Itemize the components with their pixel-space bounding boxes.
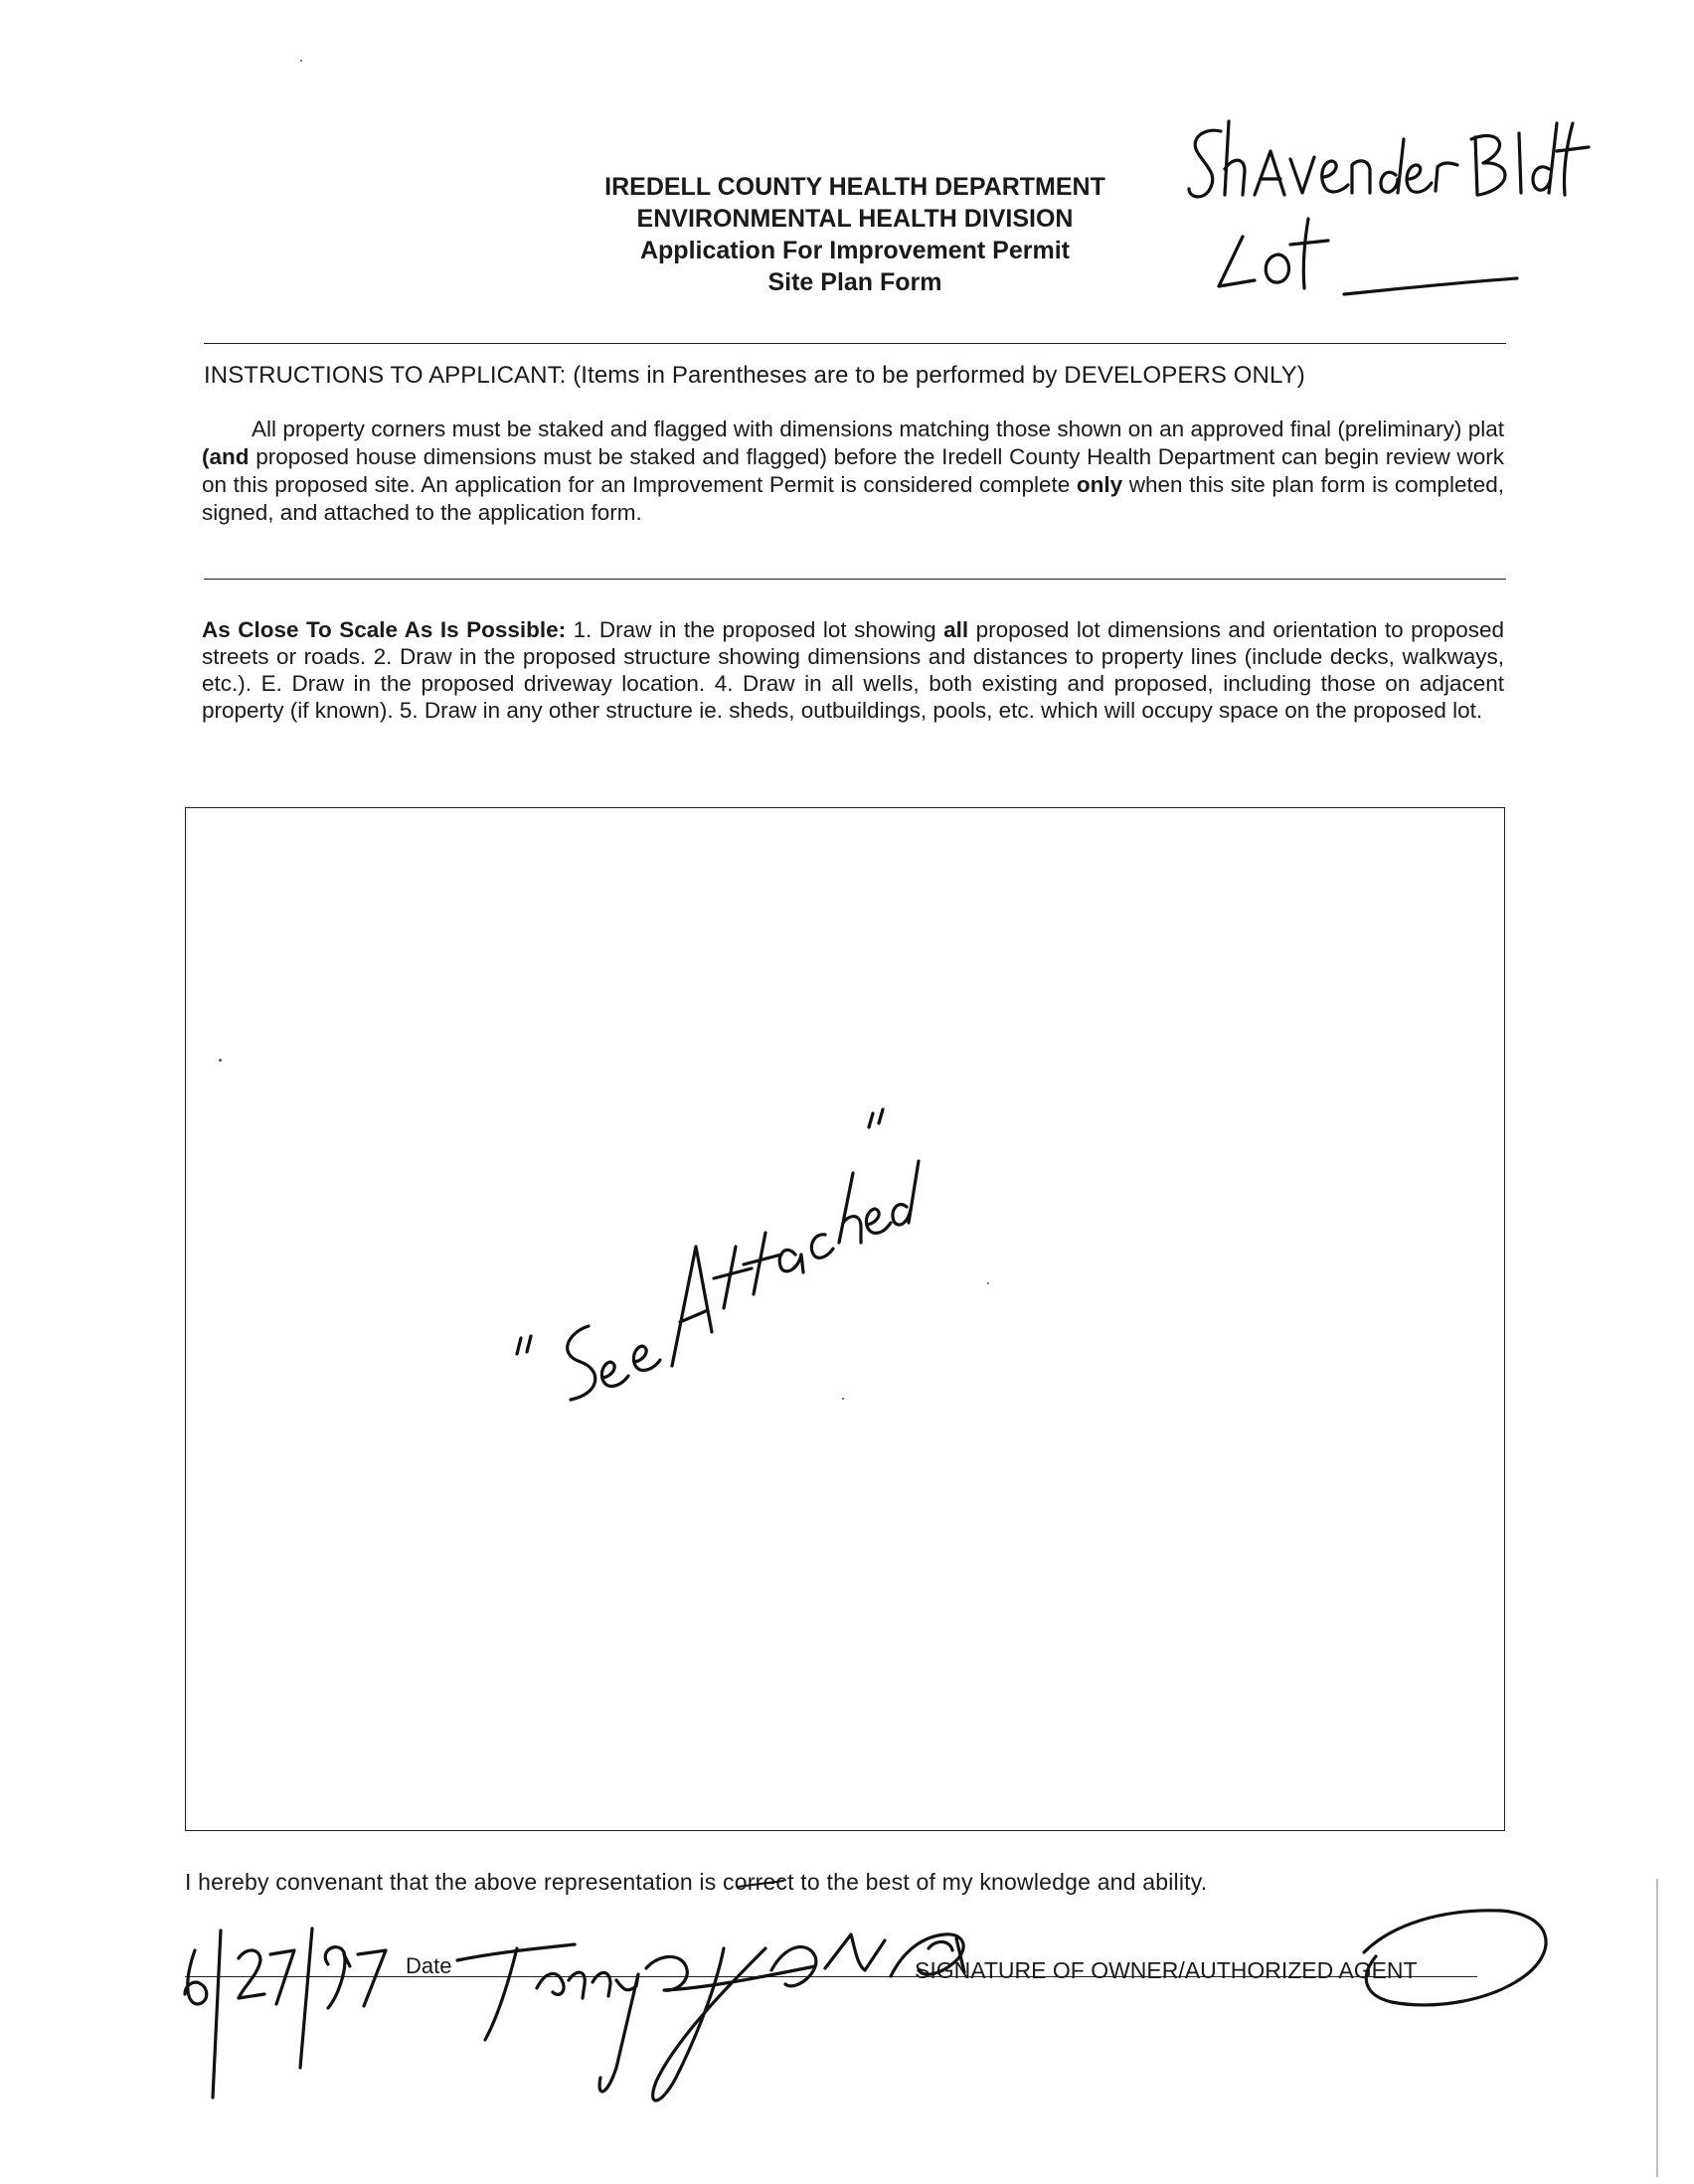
scan-edge-line [1656, 1879, 1658, 2177]
handwritten-project-name [1189, 121, 1589, 197]
date-label: Date [406, 1953, 452, 1978]
covenant-statement: I hereby convenant that the above representation is correct to the best of my knowledge and ability. [185, 1869, 1208, 1895]
header-divider [204, 343, 1506, 344]
scan-speck [842, 1398, 844, 1400]
instructions-paragraph: All property corners must be staked and flagged with dimensions matching those shown on an approved final (preliminary) plat (and proposed house dimensions must be staked and flagged) before the Iredell County Health Department can begin review work on this proposed site. An application for an Improvement Permit is considered complete only when this site plan form is completed, signed, and attached to the application form. [202, 417, 1504, 525]
scan-speck [987, 1282, 989, 1284]
scan-speck [219, 1059, 222, 1062]
instructions-divider [204, 579, 1506, 580]
header-form-name: Site Plan Form [767, 268, 942, 296]
header-department: IREDELL COUNTY HEALTH DEPARTMENT [604, 173, 1105, 201]
header-application-title: Application For Improvement Permit [639, 237, 1070, 264]
scale-instructions: As Close To Scale As Is Possible: 1. Draw in the proposed lot showing all proposed lot dimensions and orientation to proposed streets or roads. 2. Draw in the proposed structure showing dimensions and distances to property lines (include decks, walkways, etc.). E. Draw in the proposed driveway location. 4. Draw in all wells, both existing and proposed, including those on adjacent property (if known). 5. Draw in any other structure ie. sheds, outbuildings, pools, etc. which will occupy space on the proposed lot. [202, 617, 1504, 723]
instructions-title: INSTRUCTIONS TO APPLICANT: (Items in Parentheses are to be performed by DEVELOPERS ONLY) [204, 362, 1305, 389]
handwritten-lot-label [1219, 219, 1517, 294]
form-header [537, 171, 1173, 298]
scan-speck [300, 60, 302, 62]
header-division: ENVIRONMENTAL HEALTH DIVISION [636, 205, 1074, 233]
site-plan-drawing-area [185, 807, 1505, 1831]
signature-label: SIGNATURE OF OWNER/AUTHORIZED AGENT [915, 1957, 1418, 1983]
scale-instructions-lead: As Close To Scale As Is Possible: [202, 617, 567, 642]
handwritten-date [185, 1929, 386, 2098]
handwritten-signature [457, 1934, 964, 2100]
